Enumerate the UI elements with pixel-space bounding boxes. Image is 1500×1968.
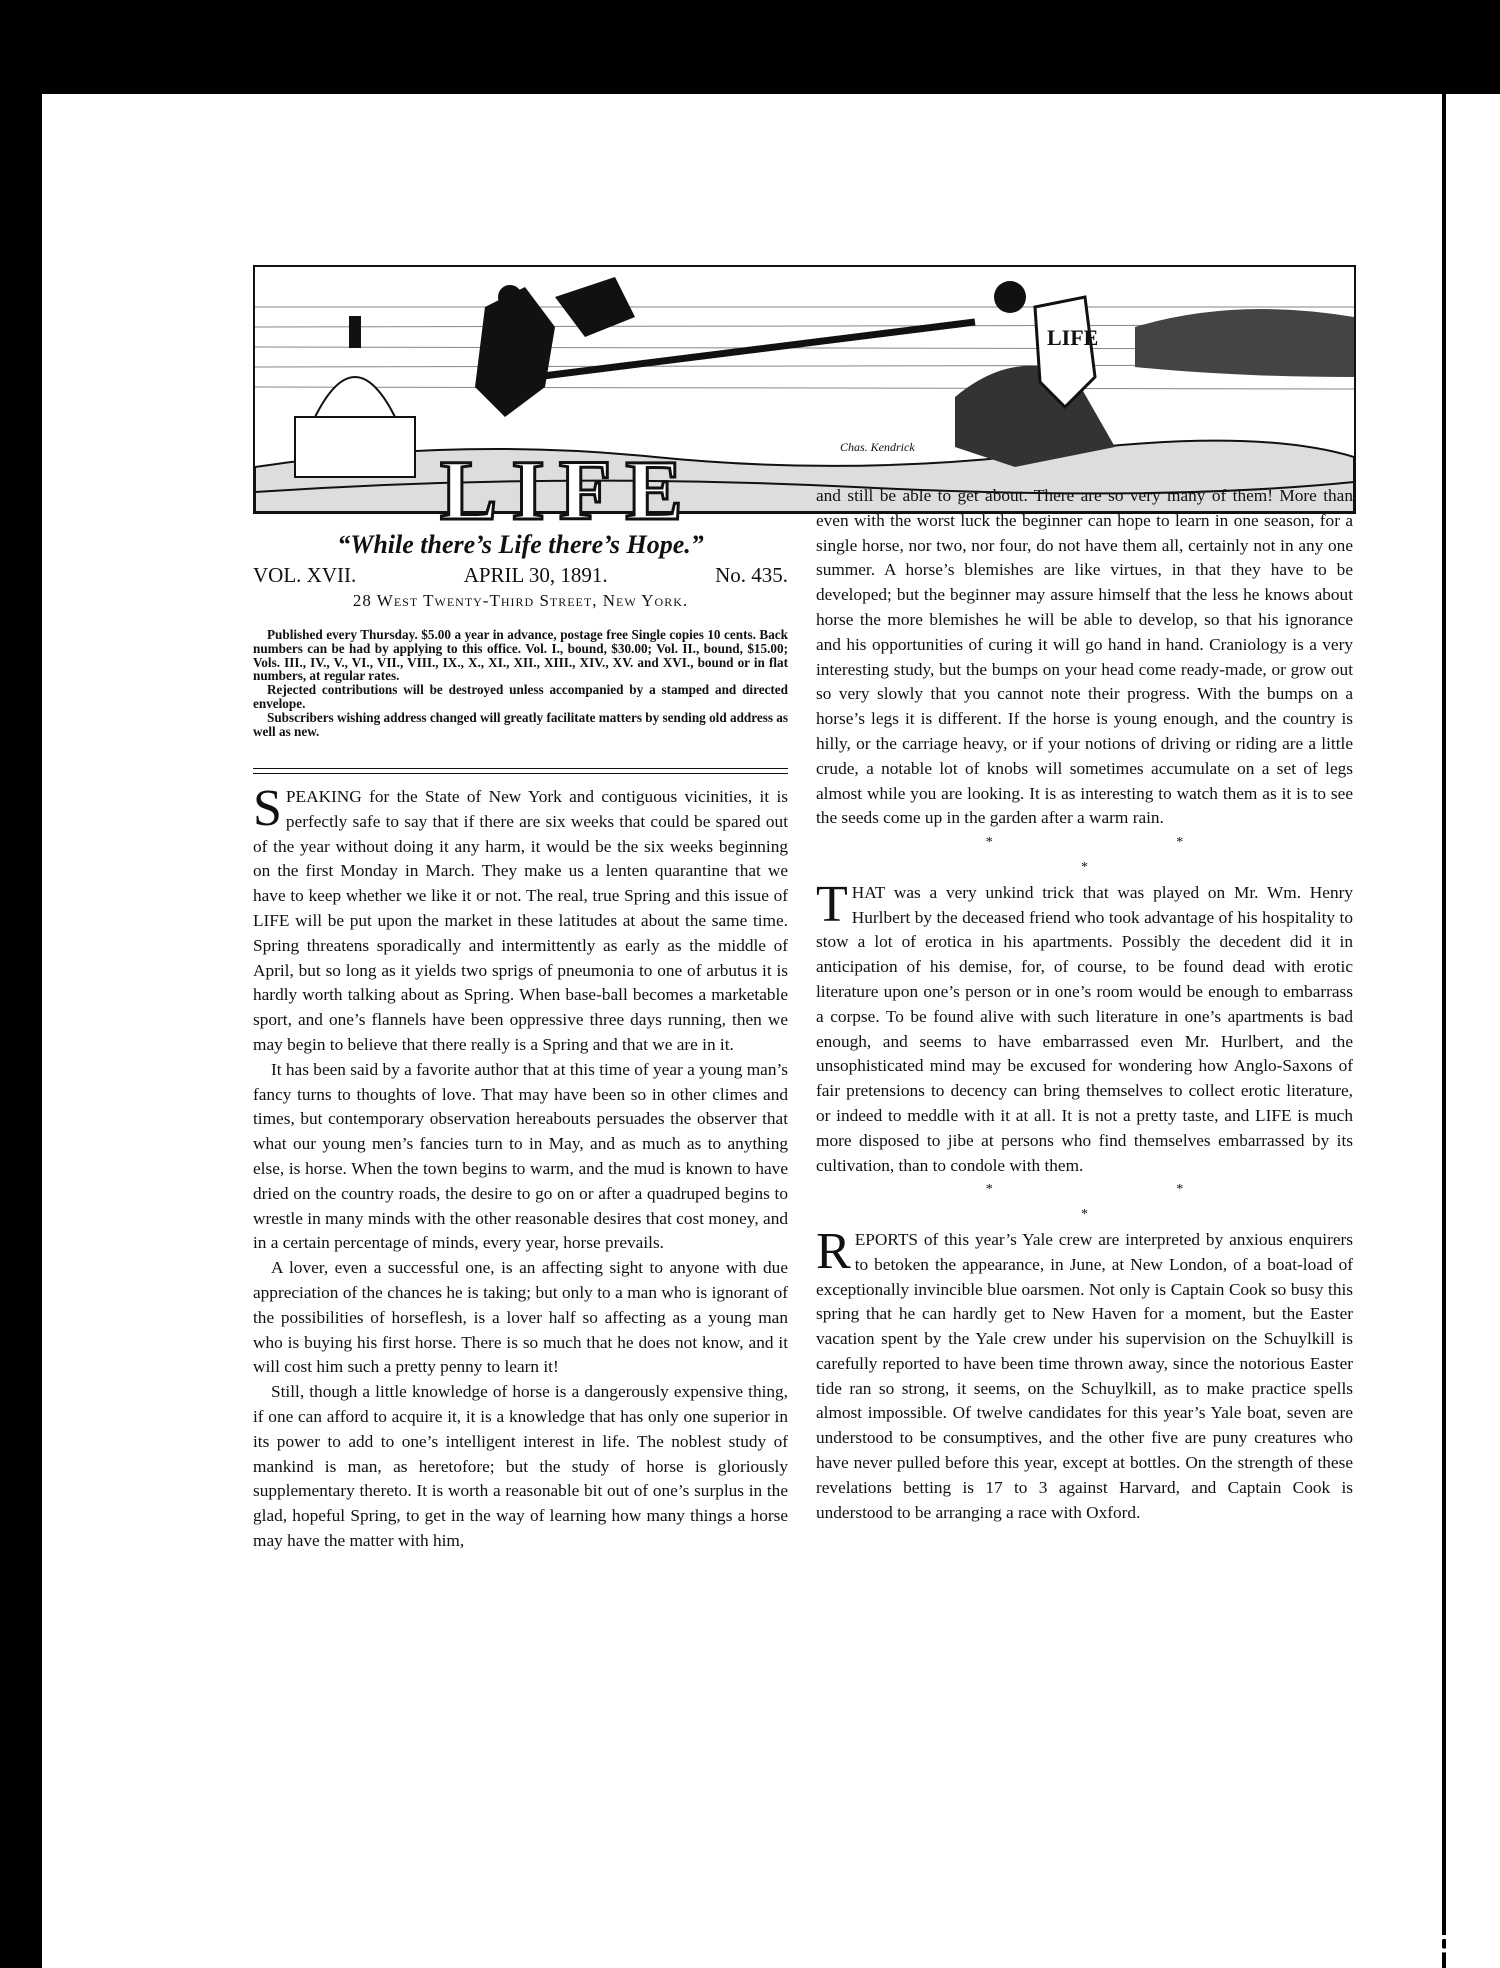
publication-notice: [253, 628, 788, 738]
issue-number: No. 435.: [715, 563, 788, 587]
artist-signature: Chas. Kendrick: [840, 440, 915, 454]
volume-line: [253, 563, 788, 588]
paragraph: A lover, even a successful one, is an affecting sight to anyone with due appreciation of the chances he is taking; but only to a man who is ignorant of the possibilities of horseflesh, is a lover half so affecting as a young man who is buying his first horse. There is so much that he does not know, and it will cost him such a pretty penny to learn it!: [253, 1258, 788, 1377]
divider-rule-double: [253, 773, 788, 774]
left-column: [253, 780, 788, 1554]
drop-cap: R: [816, 1222, 851, 1280]
section-separator: * * *: [985, 835, 1274, 875]
volume-number: VOL. XVII.: [253, 563, 357, 587]
notice-subscription: Published every Thursday. $5.00 a year in advance, postage free Single copies 10 cents. Back numbers can be had by applying to this office. Vol. I., bound, $30.00; Vol. II., bound, $15.00; Vols. III., IV., V., VI., VII., VIII., IX., X., XI., XII., XIII., XIV., XV. and XVI., bound or in flat numbers, at regular rates.: [253, 627, 788, 684]
paragraph: It has been said by a favorite author that at this time of year a young man’s fancy turns to thoughts of love. That may have been so in other climes and times, but contemporary observation hereabouts persuades the observer that what our young men’s fancies turn to in May, and as much as to anything else, is horse. When the town begins to warm, and the mud is known to have dried on the country roads, the desire to go on or after a quadruped begins to wrestle in many minds with the other reasonable desires that cost money, and in a certain percentage of minds, every year, horse prevails.: [253, 1059, 788, 1253]
motto: “While there’s Life there’s Hope.”: [337, 530, 704, 559]
drop-cap: T: [816, 875, 848, 933]
paragraph: THAT was a very unkind trick that was played on Mr. Wm. Henry Hurlbert by the deceased friend who took advantage of his hospitality to stow a lot of erotica in his apartments. Possibly the decedent did it in anticipation of his demise, for, of course, to be found dead with erotic literature upon one’s person or in one’s room would be enough to embarrass a corpse. To be found alive with such literature in one’s apartments is bad enough, and seems to have embarrassed even Mr. Hurlbert, and the unsophisticated mind may be excused for wondering how Anglo-Saxons of fair pretensions to decency can bring themselves to collect erotic literature, or indeed to meddle with it at all. It is not a pretty taste, and LIFE is much more disposed to jibe at persons who find themselves embarrassed by its cultivation, than to condole with them.: [816, 875, 1353, 1175]
masthead-drawing: [255, 267, 1354, 512]
publisher-address: 28 West Twenty-Third Street, New York.: [352, 591, 689, 610]
paragraph: SPEAKING for the State of New York and contiguous vicinities, it is perfectly safe to say that if there are six weeks that could be spared out of the year without doing it any harm, it would be the six weeks beginning on the first Monday in March. They make us a lenten quarantine that we have to keep whether we like it or not. The real, true Spring and this issue of LIFE will be put upon the market in these latitudes at about the same time. Spring threatens sporadically and intermittently as early as the middle of April, but so long as it yields two sprigs of pneumonia to one of arbutus it is hardly worth talking about as Spring. When base-ball becomes a marketable sport, and one’s flannels have been oppressive three days running, then we may begin to believe that there really is a Spring and that we are in it.: [253, 780, 788, 1054]
paragraph: and still be able to get about. There are so very many of them! More than even with the worst luck the beginner can hope to learn in one season, for a single horse, nor two, nor four, do not have them all, certainly not in any one summer. A horse’s blemishes are like virtues, in that they have to be developed; but the beginner may assure himself that the less he knows about horse the more blemishes he will be able to develop, so that his ignorance and his opportunities of curing it will go hand in hand. Craniology is a very interesting study, but the bumps on your head come ready-made, or grow out so very slowly that you cannot note their progress. With the bumps on a horse’s legs it is different. If the horse is young enough, and the country is hilly, or the carriage heavy, or if your notions of driving or riding are a little crude, a notable lot of knobs will sometimes accumulate on a set of legs almost while you are looking. It is as interesting to watch them as it is to see the seeds come up in the garden after a warm rain.: [816, 486, 1353, 828]
paragraph: REPORTS of this year’s Yale crew are interpreted by anxious enquirers to betoken the appearance, in June, at New London, of a boat-load of exceptionally invincible blue oarsmen. Not only is Captain Cook so busy this spring that he can hardly get to New Haven for a moment, but the Easter vacation spent by the Yale crew under his supervision on the Schuylkill is carefully reported to have been time thrown away, since the notorious Easter tide ran so strong, it seems, on the Schuylkill, as to make practice spells almost impossible. Of twelve candidates for this year’s Yale boat, seven are understood to be consumptives, and the other five are puny creatures who have never pulled before this year, except at bottles. On the strength of these revelations betting is 17 to 3 against Harvard, and Captain Cook is understood to be arranging a race with Oxford.: [816, 1222, 1353, 1522]
notice-address-change: Subscribers wishing address changed will greatly facilitate matters by sending old address as well as new.: [253, 709, 788, 739]
notice-contributions: Rejected contributions will be destroyed unless accompanied by a stamped and directed envelope.: [253, 682, 788, 711]
drop-cap: S: [253, 780, 282, 837]
watermark-site: comicbooks.com: [1206, 1925, 1486, 1960]
issue-date: APRIL 30, 1891.: [463, 563, 608, 587]
masthead-illustration: [253, 265, 1356, 514]
shield-label: LIFE: [1047, 325, 1099, 350]
right-column: [816, 484, 1353, 1525]
paragraph: Still, though a little knowledge of horse is a dangerously expensive thing, if one can afford to acquire it, it is a knowledge that has only one superior in its power to add to one’s intelligent interest in life. The noblest study of mankind is man, as heretofore; but the study of horse is gloriously supplementary thereto. It is worth a reasonable bit out of one’s surplus in the glad, hopeful Spring, to get in the way of learning how many things a horse may have the matter with him,: [253, 1382, 788, 1550]
section-separator: * * *: [985, 1182, 1274, 1223]
divider-rule: [253, 768, 788, 769]
life-logo: LIFE: [440, 442, 697, 538]
next-page-edge: [1446, 94, 1500, 1968]
